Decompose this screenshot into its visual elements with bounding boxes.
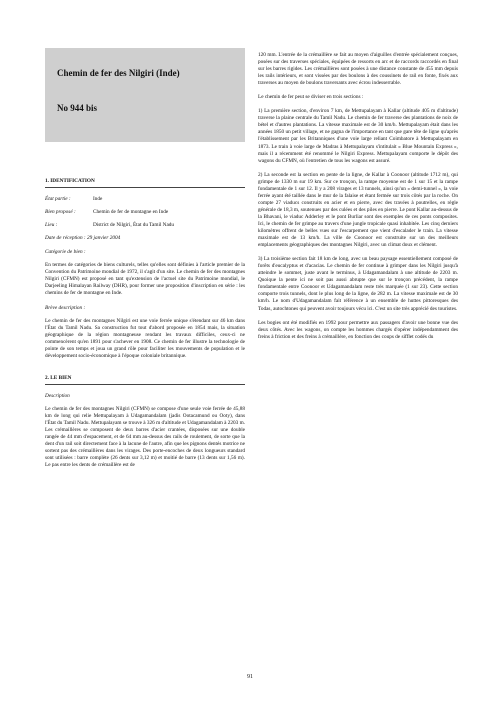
document-number: No 944 bis [57,103,98,113]
section-bien-heading: 2. LE BIEN [45,374,72,381]
state-value: Inde [93,196,103,203]
section-divider [45,187,245,188]
property-value: Chemin de fer de montagne en Inde [93,209,169,216]
property-key: Bien proposé : [45,209,76,216]
title-box [45,48,245,142]
document-title: Chemin de fer des Nilgiri (Inde) [57,68,180,78]
paragraph-rack-continued: 120 mm. L'entrée de la crémaillère se fait au moyen d'aiguilles d'entrée spécialement conçues, posées sur des traverses spéciales, équipées de ressorts en arc et de raccords raccordés en final sur les barres rigides. Les crémaillères sont posées à une distance constante de 455 mm depuis les rails intérieurs, et sont vissées par des boulons à des coussinets de rail en fonte, fixés aux traverses au moyen de boulons traversants avec écrou indesserrable. [258,52,458,87]
left-column [45,48,245,476]
place-value: District de Nilgiri, État du Tamil Nadu [93,222,175,229]
place-key: Lieu : [45,222,58,229]
paragraph-section-1: 1) La première section, d'environ 7 km, de Mettupalayam à Kallar (altitude 405 m d'altitude) traverse la plaine centrale du Tamil Nadu. Le chemin de fer traverse des plantations de noix de bétel et d'autres plantations. La vitesse maximale est de 30 km/h. Mettupalayam était dans les années 1850 un petit village, et ne gagna de l'importance en tant que gare tête de ligne qu'après l'établissement par les Britanniques d'une voie large reliant Coimbatore à Mettupalayam en 1873. Le train à voie large de Madras à Mettupalayam s'intitulait « Blue Mountain Express », mais il a récemment été renommé le Nilgiri Express. Mettupalayam comporte le dépôt des wagons du CFMN, où l'entretien de tous les wagons est assuré. [258,108,458,164]
brief-description-label: Brève description : [45,304,86,311]
category-text: En termes de catégories de biens culturels, telles qu'elles sont définies à l'article premier de la Convention du Patrimoine mondial de 1972, il s'agit d'un site. Le chemin de fer des montagnes Nilgiri (CFMN) est proposé en tant qu'extension de l'actuel site du Patrimoine mondial, le Darjeeling Himalayan Railway (DHR), pour former une proposition d'inscription en série : les chemins de fer de montagne en Inde. [45,262,245,297]
page-number: 91 [247,674,253,680]
property-row [45,209,245,216]
section-divider [45,384,245,385]
state-key: État partie : [45,196,71,203]
paragraph-wagons: Les bogies ont été modifiés en 1992 pour permettre aux passagers d'avoir une bonne vue des deux côtés. Avec les wagons, on compte les hommes chargés d'opérer indépendamment des freins à friction et des freins à crémaillère, en fonction des coups de sifflet codés du [258,319,458,340]
description-label: Description [45,392,70,399]
brief-description-text: Le chemin de fer des montagnes Nilgiri est une voie ferrée unique s'étendant sur 46 km dans l'État du Tamil Nadu. Sa construction fut tout d'abord proposée en 1854 mais, la situation géographique de la région montagneuse rendant les travaux difficiles, ceux-ci ne commencèrent qu'en 1891 pour s'achever en 1908. Ce chemin de fer illustre la technologie de pointe de son temps et joua un grand rôle pour faciliter les mouvements de population et le développement socio-économique à l'époque coloniale britannique. [45,317,245,359]
date-received: Date de réception : 29 janvier 2004 [45,235,121,242]
paragraph-section-3: 3) La troisième section fait 18 km de long, avec un beau paysage essentiellement composé de forêts d'eucalyptus et d'acacias. Le chemin de fer continue à grimper dans les Nilgiri jusqu'à atteindre le sommet, juste avant le terminus, à Udagamandalam à une altitude de 2203 m. Quoique la pente ici ne soit pas aussi abrupte que sur le tronçon précédent, la rampe fondamentale entre Coonoor et Udagamandalam reste très marquée (1 sur 23). Cette section comporte trois tunnels, dont le plus long de la ligne, de 282 m. La vitesse maximale est de 30 km/h. Le nom d'Udagamandalam fait référence à un ensemble de huttes pittoresques des Todas, autochtones qui peuvent avoir toujours vécu ici. C'est un site très apprécié des touristes. [258,256,458,312]
section-identification-heading: 1. IDENTIFICATION [45,178,95,184]
right-column [258,52,458,348]
paragraph-sections-intro: Le chemin de fer peut se diviser en trois sections : [258,94,364,101]
place-row [45,222,245,229]
category-label: Catégorie de bien : [45,249,86,256]
description-paragraph: Le chemin de fer des montagnes Nilgiri (CFMN) se compose d'une seule voie ferrée de 45,88 km de long qui relie Mettupalayam à Udagamandalam (jadis Ootacamund ou Ooty), dans l'État du Tamil Nadu. Mettupalayam se trouve à 326 m d'altitude et Udagamandalam à 2203 m. Les crémaillères se composent de deux barres d'acier crantées, disposées sur une double rangée de 44 mm d'espacement, et de 64 mm au-dessus des rails de roulement, de sorte que la dent d'un rail soit directement face à la lacune de l'autre, afin que les pignons dentés motrice ne sortent pas des crémaillères dans les virages. Des porte-encoches de deux longueurs standard sont utilisées : barre complète (26 dents sur 3,12 m) et moitié de barre (13 dents sur 1,56 m). Le pas entre les dents de crémaillère est de [45,405,245,469]
paragraph-section-2: 2) La seconde est la section en pente de la ligne, de Kallar à Coonoor (altitude 1712 m), qui grimpe de 1330 m sur 19 km. Sur ce tronçon, la rampe moyenne est de 1 sur 15 et la rampe fondamentale de 1 sur 12. Il y a 208 virages et 13 tunnels, ainsi qu'un « demi-tunnel », la voie ferrée ayant été taillée dans le mur de la falaise et étant fermée sur trois côtés par la roche. On compte 27 viaducs construits en acier et en pierre, avec des travées à poutrelles, en règle générale de 18,3 m, soutenues par des culées et des piles en pierre. Le pont Kallar au-dessus de la Bhavani, le viaduc Adderley et le pont Burliar sont des exemples de ces ponts composites. Ici, le chemin de fer grimpe au travers d'une jungle tropicale quasi inhabitée. Les cinq derniers kilomètres offrent de belles vues sur l'escarpement que vient d'escalader le train. La vitesse maximale est de 13 km/h. La ville de Coonoor est construite sur un des meilleurs emplacements géographiques des montagnes Nilgiri, avec un climat doux et clément. [258,171,458,249]
state-row [45,196,245,203]
